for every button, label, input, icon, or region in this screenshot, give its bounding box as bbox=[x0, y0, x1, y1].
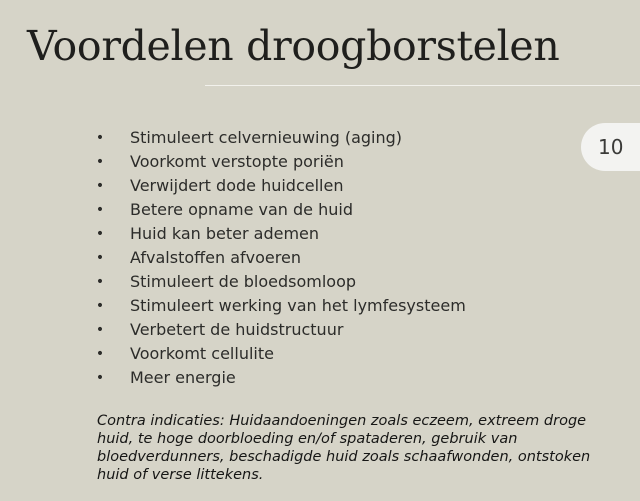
bullet-icon: • bbox=[95, 250, 105, 266]
contra-indications-note: Contra indicaties: Huidaandoeningen zoals eczeem, extreem droge huid, te hoge doorbloeding en/of spataderen, gebruik van bloedverdunners, beschadigde huid zoals schaafwonden, ontstoken huid of verse littekens. bbox=[97, 413, 591, 483]
bullet-icon: • bbox=[95, 130, 105, 146]
list-item-text: Verwijdert dode huidcellen bbox=[130, 176, 344, 195]
bullet-icon: • bbox=[95, 346, 105, 362]
page-number-badge bbox=[581, 123, 640, 171]
list-item-text: Stimuleert de bloedsomloop bbox=[130, 272, 357, 291]
page-number: 10 bbox=[598, 135, 624, 159]
list-item-text: Voorkomt cellulite bbox=[130, 344, 274, 363]
bullet-icon: • bbox=[95, 178, 105, 194]
bullet-icon: • bbox=[95, 298, 105, 314]
bullet-icon: • bbox=[95, 226, 105, 242]
list-item-text: Afvalstoffen afvoeren bbox=[130, 248, 301, 267]
bullet-icon: • bbox=[95, 322, 105, 338]
bullet-icon: • bbox=[95, 370, 105, 386]
list-item-text: Stimuleert celvernieuwing (aging) bbox=[130, 128, 403, 147]
list-item-text: Voorkomt verstopte poriën bbox=[130, 152, 344, 171]
list-item-text: Verbetert de huidstructuur bbox=[130, 320, 344, 339]
title-underline-rule bbox=[205, 85, 640, 86]
list-item-text: Meer energie bbox=[130, 368, 236, 387]
list-item-text: Stimuleert werking van het lymfesysteem bbox=[130, 296, 466, 315]
bullet-icon: • bbox=[95, 202, 105, 218]
bullet-icon: • bbox=[95, 154, 105, 170]
list-item-text: Huid kan beter ademen bbox=[130, 224, 320, 243]
bullet-icon: • bbox=[95, 274, 105, 290]
list-item-text: Betere opname van de huid bbox=[130, 200, 353, 219]
slide-title: Voordelen droogborstelen bbox=[27, 22, 560, 70]
